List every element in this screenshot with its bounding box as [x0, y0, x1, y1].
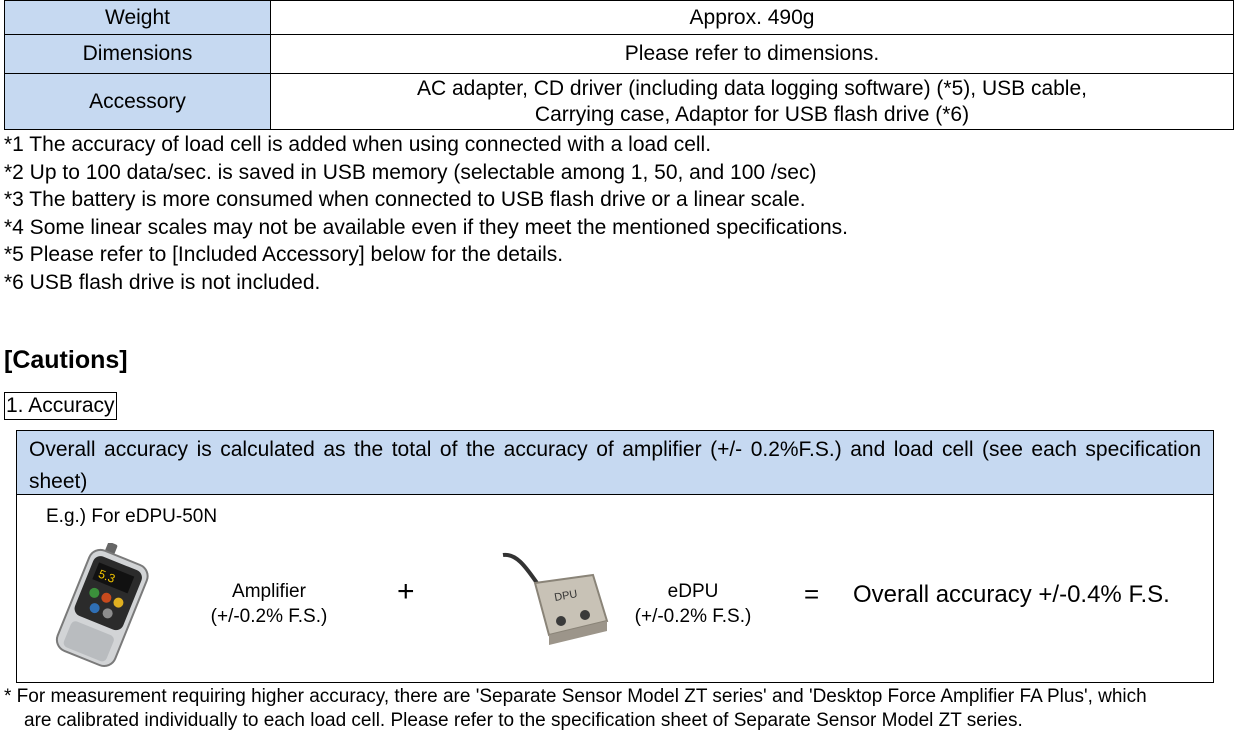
spec-label: Weight: [5, 1, 271, 35]
equals-sign: =: [804, 579, 820, 609]
spec-row-dimensions: [5, 35, 1234, 74]
note-item: *3 The battery is more consumed when connected to USB flash drive or a linear scale.: [4, 188, 806, 211]
note-item: *5 Please refer to [Included Accessory] below for the details.: [4, 243, 564, 266]
note-item: *4 Some linear scales may not be available even if they meet the mentioned specifications.: [4, 215, 848, 239]
spec-value: [271, 1, 1234, 35]
spec-label: Dimensions: [5, 35, 271, 74]
amplifier-term: [199, 579, 339, 629]
spec-value-line: Carrying case, Adaptor for USB flash drive (*6): [534, 102, 970, 126]
sensor-label-text: DPU: [553, 588, 579, 604]
accuracy-description: Overall accuracy is calculated as the total of the accuracy of amplifier (+/- 0.2%F.S.) and load cell (see each specification sheet): [17, 431, 1213, 495]
overall-accuracy: Overall accuracy +/-0.4% F.S.: [853, 581, 1170, 608]
spec-value: [271, 35, 1234, 74]
sensor-name: eDPU: [667, 581, 719, 602]
spec-value-line: Please refer to dimensions.: [624, 42, 880, 65]
amplifier-accuracy: (+/-0.2% F.S.): [210, 606, 328, 627]
accuracy-box: [16, 430, 1214, 683]
note-item: *1 The accuracy of load cell is added when using connected with a load cell.: [4, 133, 712, 156]
sensor-accuracy: (+/-0.2% F.S.): [634, 606, 752, 627]
spec-row-weight: [5, 1, 1234, 35]
svg-text:5.3: 5.3: [96, 566, 118, 586]
example-label: E.g.) For eDPU-50N: [46, 506, 218, 527]
amplifier-image: [51, 543, 171, 668]
spec-label: Accessory: [5, 74, 271, 130]
note-item: *6 USB flash drive is not included.: [4, 270, 321, 294]
cautions-heading: [Cautions]: [4, 346, 128, 374]
spec-row-accessory: [5, 74, 1234, 130]
edpu-sensor-image: [497, 549, 612, 649]
notes-list: [4, 131, 848, 296]
spec-value-line: AC adapter, CD driver (including data logging software) (*5), USB cable,: [417, 76, 1087, 100]
accuracy-label: 1. Accuracy: [4, 392, 117, 420]
note-item: *2 Up to 100 data/sec. is saved in USB memory (selectable among 1, 50, and 100 /sec): [4, 160, 817, 184]
spec-value-line: Approx. 490g: [689, 5, 815, 29]
spec-table: [4, 0, 1234, 130]
footnote-line: * For measurement requiring higher accuracy, there are 'Separate Sensor Model ZT series' and 'Desktop Force Amplifier FA Plus', which: [4, 686, 1147, 707]
footnote: [4, 685, 1147, 733]
footnote-line: are calibrated individually to each load cell. Please refer to the specification sheet of Separate Sensor Model ZT series.: [24, 710, 1023, 731]
amplifier-name: Amplifier: [232, 581, 306, 602]
plus-sign: +: [397, 575, 415, 608]
spec-value: [271, 74, 1234, 130]
sensor-term: [621, 579, 765, 629]
